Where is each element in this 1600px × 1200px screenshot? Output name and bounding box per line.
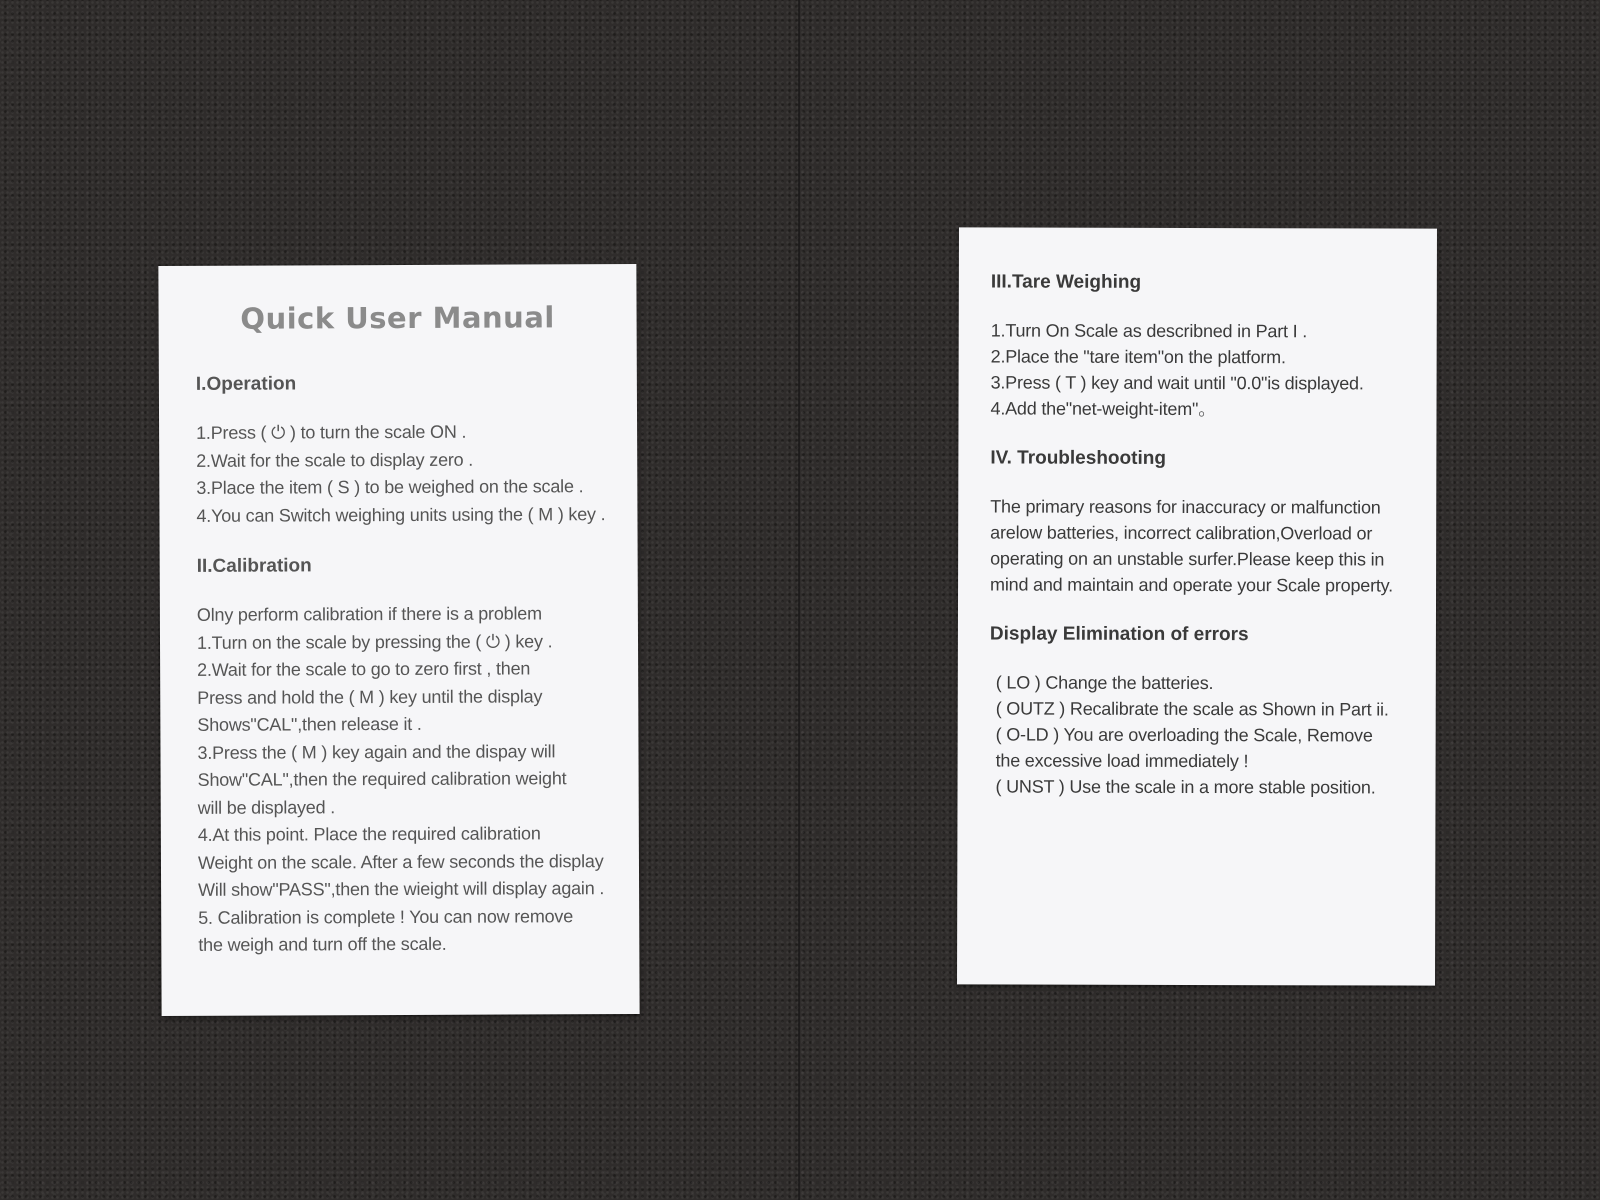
calibration-line: Press and hold the ( M ) key until the display (197, 685, 543, 708)
tare-line: 1.Turn On Scale as describned in Part I . (990, 320, 1308, 342)
calibration-line: Will show"PASS",then the wieight will display again . (198, 878, 605, 900)
error-line: ( O-LD ) You are overloading the Scale, Remove (995, 724, 1373, 746)
manual-card-left (158, 264, 639, 1016)
tare-line: 3.Press ( T ) key and wait until "0.0"is displayed. (990, 372, 1364, 394)
calibration-line: 5. Calibration is complete ! You can now remove (198, 905, 574, 928)
calibration-line: Weight on the scale. After a few seconds the display (197, 850, 604, 873)
calibration-line: Show"CAL",then the required calibration weight (197, 768, 567, 790)
calibration-section (197, 554, 640, 959)
troubleshooting-text (990, 493, 1436, 598)
tare-heading: III.Tare Weighing (990, 271, 1142, 293)
tare-line: 4.Add the"net-weight-item"。 (990, 398, 1217, 420)
manual-card-right (957, 227, 1437, 985)
troubleshooting-line: operating on an unstable surfer.Please keep this in (990, 548, 1385, 570)
calibration-line: will be displayed . (197, 796, 336, 818)
troubleshooting-line: arelow batteries, incorrect calibration,Overload or (990, 522, 1373, 544)
operation-heading: I.Operation (195, 373, 297, 395)
calibration-line: 2.Wait for the scale to go to zero first , then (197, 658, 531, 680)
operation-section (196, 372, 638, 530)
error-line: ( UNST ) Use the scale in a more stable position. (995, 776, 1376, 798)
troubleshooting-line: The primary reasons for inaccuracy or malfunction (990, 496, 1381, 518)
error-line: ( OUTZ ) Recalibrate the scale as Shown in Part ii. (995, 698, 1389, 720)
troubleshooting-section (990, 447, 1436, 598)
error-line: ( LO ) Change the batteries. (995, 672, 1214, 694)
operation-line: 4.You can Switch weighing units using the ( M ) key . (196, 503, 606, 526)
errors-list (989, 669, 1435, 800)
operation-line: 1.Press ( ⏻ ) to turn the scale ON . (196, 421, 467, 443)
errors-heading: Display Elimination of errors (989, 623, 1249, 646)
troubleshooting-line: mind and maintain and operate your Scale property. (990, 574, 1394, 596)
troubleshooting-heading: IV. Troubleshooting (990, 447, 1167, 469)
manual-title: Quick User Manual (240, 300, 555, 336)
calibration-line: 3.Press the ( M ) key again and the dispay will (197, 740, 556, 763)
operation-steps (196, 418, 637, 530)
operation-line: 2.Wait for the scale to display zero . (196, 449, 474, 471)
calibration-line: Shows"CAL",then release it . (197, 713, 422, 735)
operation-line: 3.Place the item ( S ) to be weighed on the scale . (196, 476, 584, 498)
calibration-line: 1.Turn on the scale by pressing the ( ⏻ ) key . (196, 630, 553, 653)
tare-line: 2.Place the "tare item"on the platform. (990, 346, 1286, 368)
tare-steps (990, 317, 1436, 422)
calibration-line: Olny perform calibration if there is a problem (196, 603, 542, 625)
photo-seam (798, 0, 800, 1200)
tare-section (990, 271, 1436, 422)
calibration-line: the weigh and turn off the scale. (198, 933, 447, 955)
error-line: the excessive load immediately ! (995, 750, 1249, 772)
errors-section (989, 623, 1435, 800)
calibration-line: 4.At this point. Place the required calibration (197, 823, 541, 845)
calibration-heading: II.Calibration (196, 555, 312, 577)
calibration-steps (197, 600, 640, 959)
